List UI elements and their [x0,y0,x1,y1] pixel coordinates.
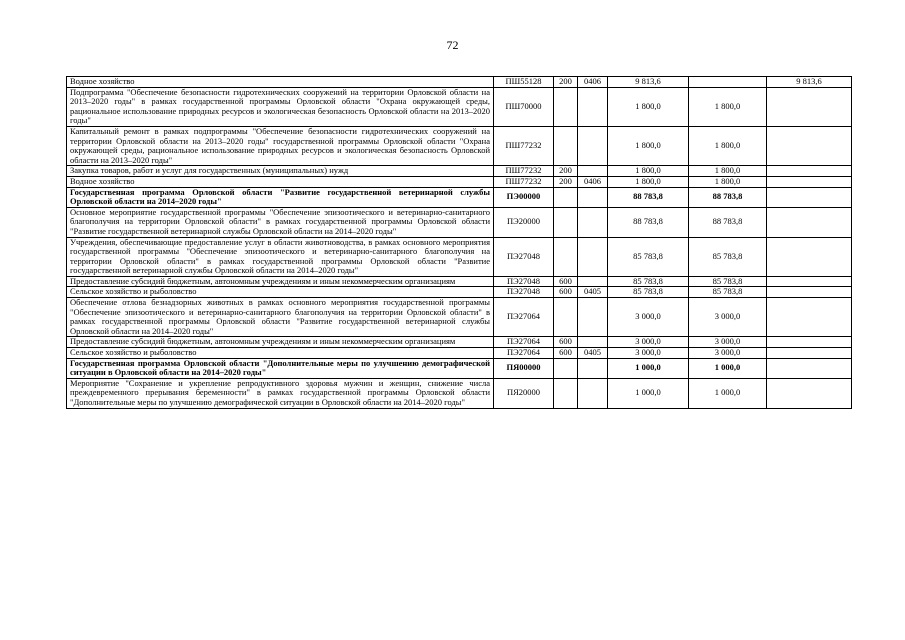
row-name: Подпрограмма "Обеспечение безопасности гидротехнических сооружений на территории Орловской области на 2013–2020 годы" в рамках государственной программы Орловской области "Охрана окружающей среды, рациональное использование природных ресурсов и экологическая безопасность Орловской области на 2013–2020 годы" [67,87,494,126]
row-total: 3 000,0 [608,298,689,337]
row-amount-2: 1 800,0 [689,87,767,126]
row-expense-type [554,187,578,207]
row-total: 1 000,0 [608,378,689,408]
row-amount-3 [767,176,852,187]
row-target-code: ПЯ20000 [494,378,554,408]
row-total: 1 000,0 [608,358,689,378]
row-amount-3 [767,378,852,408]
row-name: Учреждения, обеспечивающие предоставление услуг в области животноводства, в рамках основного мероприятия государственной программы "Обеспечение эпизоотического и ветеринарно-санитарного благополучия на территории Орловской области" в рамках государственной программы Орловской области "Развитие государственной ветеринарной службы Орловской области на 2014–2020 годы" [67,237,494,276]
row-section-code: 0405 [578,348,608,359]
row-section-code: 0405 [578,287,608,298]
table-row [67,348,852,359]
row-expense-type: 200 [554,176,578,187]
row-amount-3 [767,276,852,287]
row-section-code [578,87,608,126]
row-amount-3 [767,207,852,237]
row-amount-2: 88 783,8 [689,187,767,207]
row-section-code [578,207,608,237]
row-total: 85 783,8 [608,276,689,287]
row-target-code: ПЭ27048 [494,287,554,298]
row-section-code: 0406 [578,176,608,187]
row-amount-2: 3 000,0 [689,337,767,348]
table-row [67,207,852,237]
row-expense-type: 200 [554,166,578,177]
row-total: 1 800,0 [608,166,689,177]
row-amount-3: 9 813,6 [767,77,852,88]
row-target-code: ПШ70000 [494,87,554,126]
row-amount-3 [767,187,852,207]
row-expense-type: 600 [554,276,578,287]
row-amount-2: 1 800,0 [689,166,767,177]
budget-table [66,76,852,409]
row-name: Мероприятие "Сохранение и укрепление репродуктивного здоровья мужчин и женщин, снижение числа преждевременного прерывания беременности" в рамках государственной программы Орловской области "Дополнительные меры по улучшению демографической ситуации в Орловской области на 2014–2020 годы" [67,378,494,408]
row-amount-3 [767,348,852,359]
table-row [67,166,852,177]
row-total: 1 800,0 [608,176,689,187]
row-section-code [578,276,608,287]
row-section-code [578,166,608,177]
row-total: 9 813,6 [608,77,689,88]
row-section-code [578,187,608,207]
row-section-code [578,337,608,348]
row-expense-type [554,298,578,337]
row-amount-3 [767,126,852,165]
row-expense-type: 600 [554,337,578,348]
row-section-code [578,298,608,337]
row-name: Капитальный ремонт в рамках подпрограммы "Обеспечение безопасности гидротехнических сооружений на территории Орловской области на 2013–2020 годы" государственной программы Орловской области "Охрана окружающей среды, рациональное использование природных ресурсов и экологическая безопасность Орловской области на 2013–2020 годы" [67,126,494,165]
row-target-code: ПЯ00000 [494,358,554,378]
row-total: 85 783,8 [608,237,689,276]
row-target-code: ПШ77232 [494,166,554,177]
row-amount-2: 1 800,0 [689,126,767,165]
table-body [67,77,852,409]
row-name: Государственная программа Орловской области "Развитие государственной ветеринарной службы Орловской области на 2014–2020 годы" [67,187,494,207]
table-row [67,237,852,276]
row-expense-type [554,87,578,126]
row-expense-type: 600 [554,287,578,298]
row-section-code [578,358,608,378]
row-target-code: ПЭ27048 [494,276,554,287]
row-expense-type [554,378,578,408]
row-name: Предоставление субсидий бюджетным, автономным учреждениям и иным некоммерческим организациям [67,337,494,348]
row-target-code: ПЭ27064 [494,298,554,337]
table-row [67,298,852,337]
row-amount-2: 1 000,0 [689,378,767,408]
row-section-code [578,126,608,165]
row-amount-3 [767,287,852,298]
row-amount-2: 85 783,8 [689,276,767,287]
table-row [67,176,852,187]
row-name: Водное хозяйство [67,176,494,187]
table-row [67,87,852,126]
row-target-code: ПШ77232 [494,126,554,165]
row-target-code: ПЭ27064 [494,348,554,359]
row-expense-type [554,207,578,237]
row-amount-2: 3 000,0 [689,348,767,359]
row-amount-3 [767,237,852,276]
row-section-code [578,378,608,408]
row-amount-2: 3 000,0 [689,298,767,337]
row-name: Предоставление субсидий бюджетным, автономным учреждениям и иным некоммерческим организациям [67,276,494,287]
row-total: 88 783,8 [608,207,689,237]
table-row [67,287,852,298]
row-total: 1 800,0 [608,87,689,126]
row-expense-type [554,126,578,165]
row-amount-2: 1 800,0 [689,176,767,187]
row-target-code: ПЭ27064 [494,337,554,348]
row-expense-type [554,358,578,378]
page-number: 72 [446,38,459,52]
row-expense-type: 200 [554,77,578,88]
row-expense-type: 600 [554,348,578,359]
row-total: 3 000,0 [608,348,689,359]
row-amount-2: 88 783,8 [689,207,767,237]
row-amount-2: 85 783,8 [689,237,767,276]
table-row [67,187,852,207]
row-total: 85 783,8 [608,287,689,298]
row-section-code: 0406 [578,77,608,88]
row-amount-2: 85 783,8 [689,287,767,298]
table-row [67,126,852,165]
row-name: Основное мероприятие государственной программы "Обеспечение эпизоотического и ветеринарно-санитарного благополучия на территории Орловской области" в рамках государственной программы Орловской области "Развитие государственной ветеринарной службы Орловской области на 2014–2020 годы" [67,207,494,237]
table-row [67,77,852,88]
row-amount-3 [767,298,852,337]
row-total: 3 000,0 [608,337,689,348]
row-name: Закупка товаров, работ и услуг для государственных (муниципальных) нужд [67,166,494,177]
row-name: Государственная программа Орловской области "Дополнительные меры по улучшению демографической ситуации в Орловской области на 2014–2020 годы" [67,358,494,378]
table-row [67,276,852,287]
row-amount-3 [767,337,852,348]
row-amount-2: 1 000,0 [689,358,767,378]
row-amount-3 [767,166,852,177]
row-total: 88 783,8 [608,187,689,207]
row-target-code: ПЭ27048 [494,237,554,276]
row-total: 1 800,0 [608,126,689,165]
row-target-code: ПЭ00000 [494,187,554,207]
row-target-code: ПШ55128 [494,77,554,88]
row-name: Обеспечение отлова безнадзорных животных в рамках основного мероприятия государственной программы "Обеспечение эпизоотического и ветеринарно-санитарного благополучия на территории Орловской области" в рамках государственной программы Орловской области "Развитие государственной ветеринарной службы Орловской области на 2014–2020 годы" [67,298,494,337]
row-target-code: ПШ77232 [494,176,554,187]
row-name: Сельское хозяйство и рыболовство [67,348,494,359]
table-row [67,358,852,378]
row-amount-2 [689,77,767,88]
table-row [67,378,852,408]
row-name: Водное хозяйство [67,77,494,88]
row-section-code [578,237,608,276]
row-target-code: ПЭ20000 [494,207,554,237]
row-amount-3 [767,87,852,126]
table-row [67,337,852,348]
row-expense-type [554,237,578,276]
row-name: Сельское хозяйство и рыболовство [67,287,494,298]
row-amount-3 [767,358,852,378]
